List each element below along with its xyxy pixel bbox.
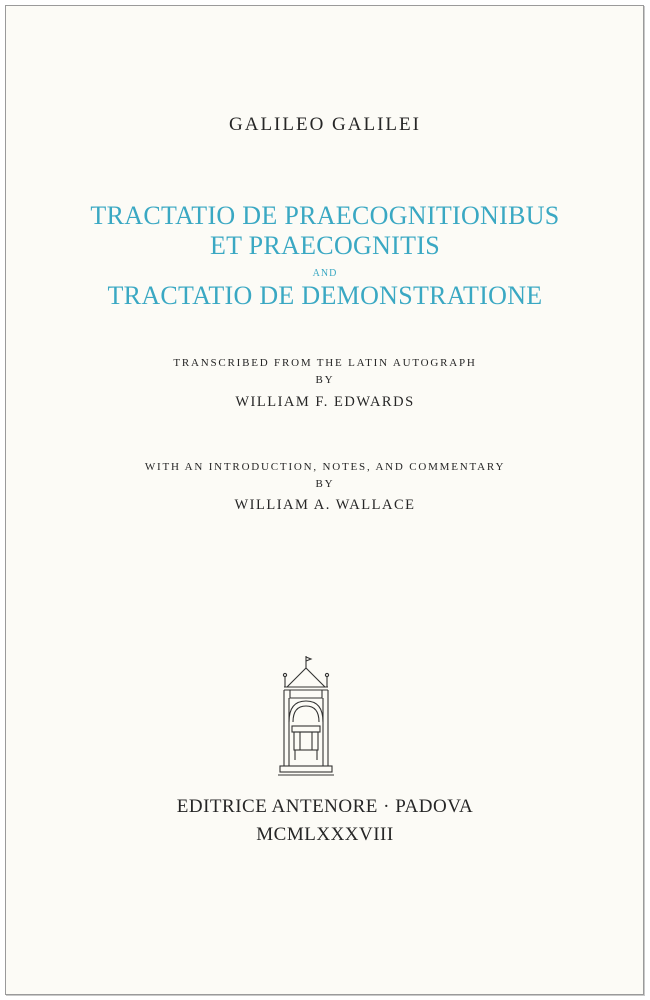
antenor-tomb-icon: [276, 654, 336, 779]
title-line-1: TRACTATIO DE PRAECOGNITIONIBUS: [90, 201, 560, 230]
author-name: GALILEO GALILEI: [229, 114, 421, 135]
title-line-2: ET PRAECOGNITIS: [209, 231, 441, 260]
commentary-credit: WITH AN INTRODUCTION, NOTES, AND COMMENTARY: [144, 461, 506, 473]
transcriber-name: WILLIAM F. EDWARDS: [235, 394, 415, 410]
title-conjunction: AND: [312, 268, 338, 279]
by-label-1: BY: [315, 374, 335, 386]
commentator-name: WILLIAM A. WALLACE: [234, 497, 416, 513]
publication-year: MCMLXXXVIII: [256, 824, 394, 845]
title-line-3: TRACTATIO DE DEMONSTRATIONE: [107, 281, 543, 310]
publisher-imprint: EDITRICE ANTENORE · PADOVA: [176, 796, 474, 817]
transcription-credit: TRANSCRIBED FROM THE LATIN AUTOGRAPH: [173, 357, 477, 369]
by-label-2: BY: [315, 478, 335, 490]
